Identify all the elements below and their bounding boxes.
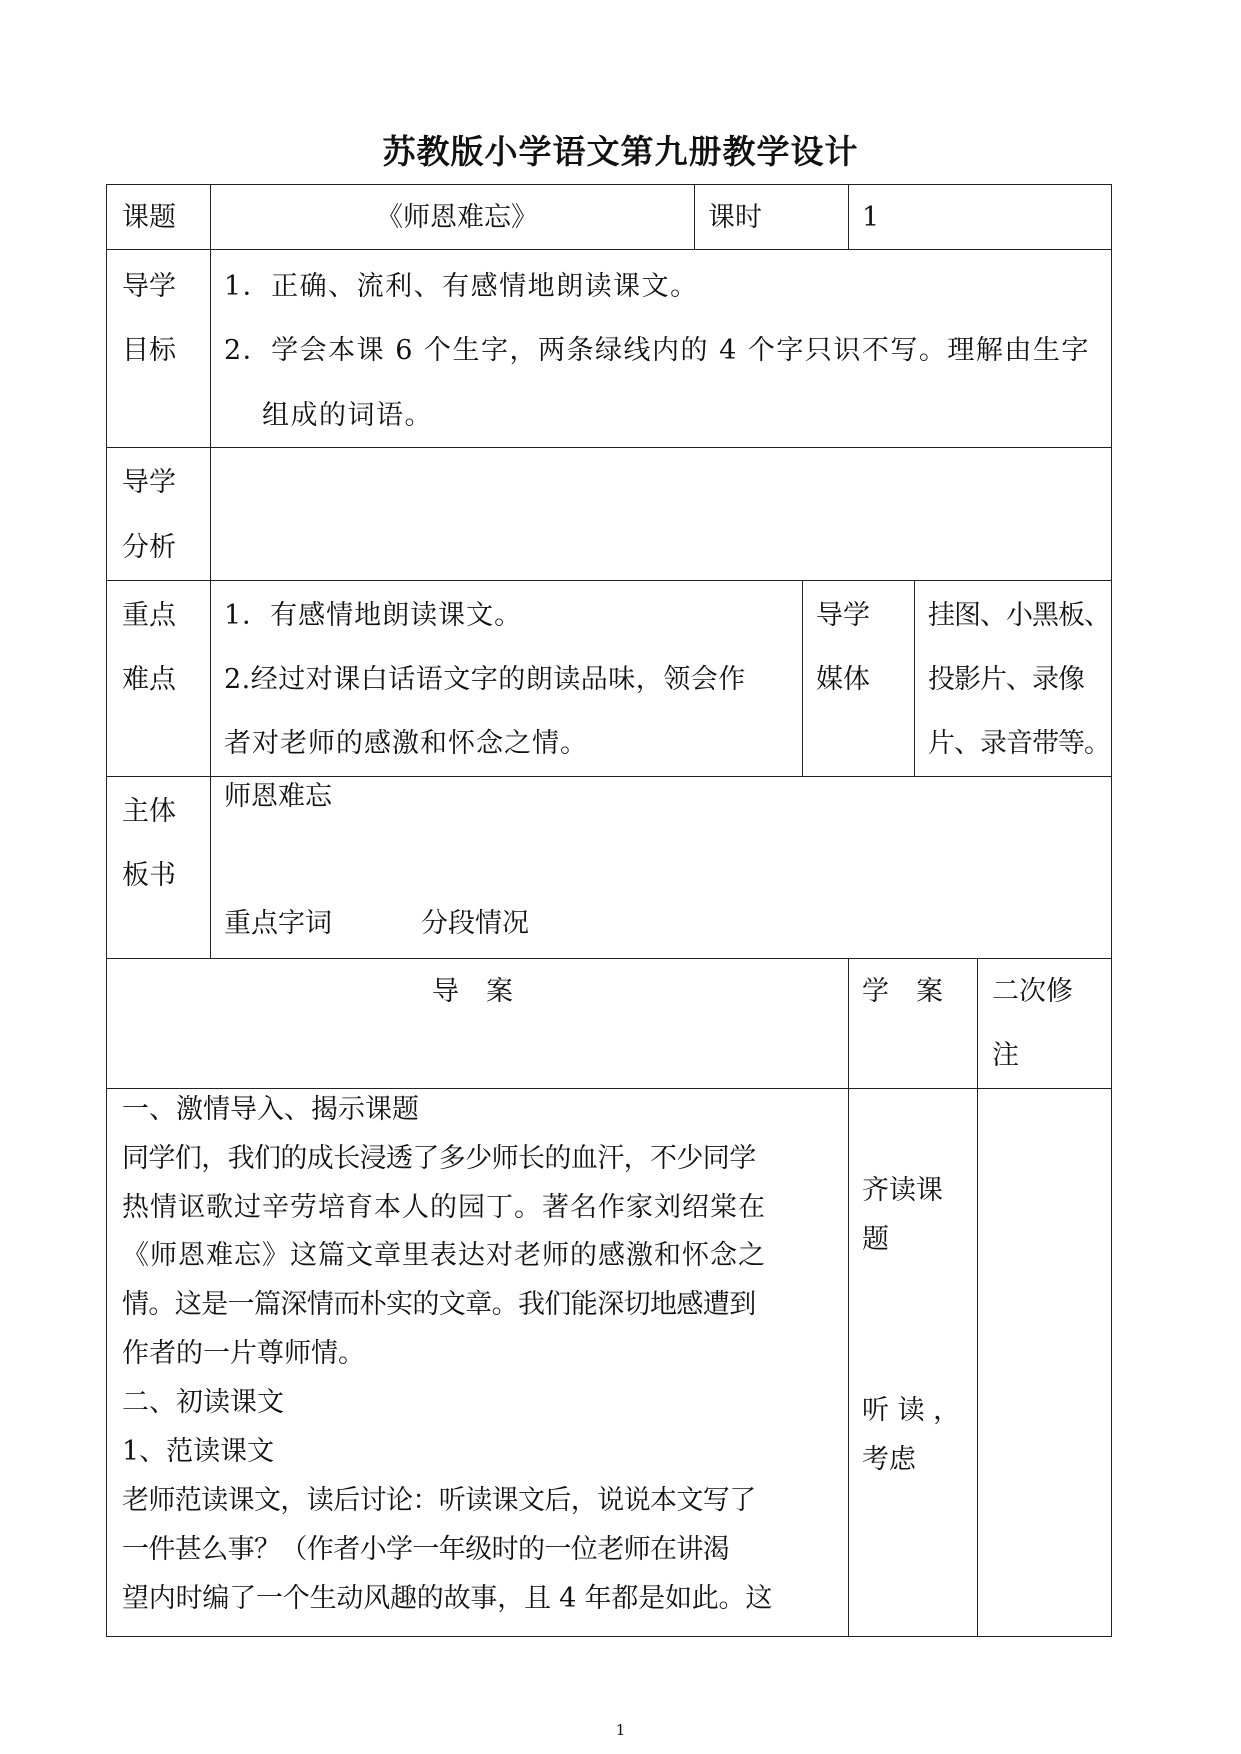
grid-line (106, 184, 107, 1636)
revision-header-1: 二次修 (992, 976, 1073, 1007)
analysis-label-2: 分析 (122, 532, 176, 563)
grid-line (914, 580, 915, 776)
board-label-2: 板书 (122, 860, 176, 891)
grid-line (694, 184, 695, 249)
content-line: 同学们，我们的成长浸透了多少师长的血汗，不少同学 (122, 1143, 756, 1174)
revision-header-2: 注 (992, 1040, 1019, 1071)
goals-label-2: 目标 (122, 335, 176, 366)
grid-line (210, 184, 211, 958)
grid-line (106, 958, 1112, 959)
study-header: 学 案 (862, 976, 943, 1007)
content-line: 一、激情导入、揭示课题 (122, 1094, 419, 1125)
study-note-2-line-1: 听 读 ， (862, 1395, 961, 1426)
grid-line (106, 447, 1112, 448)
grid-line (106, 776, 1112, 777)
board-item-1: 重点字词 (224, 908, 332, 939)
board-item-2: 分段情况 (421, 908, 529, 939)
media-label-1: 导学 (816, 600, 870, 631)
goals-label-1: 导学 (122, 271, 176, 302)
period-label: 课时 (708, 202, 762, 233)
analysis-label-1: 导学 (122, 467, 176, 498)
media-label-2: 媒体 (816, 664, 870, 695)
study-note-1-line-2: 题 (862, 1224, 889, 1255)
key-line-1: 1．有感情地朗读课文。 (224, 600, 523, 631)
key-line-3: 者对老师的感激和怀念之情。 (224, 728, 588, 759)
grid-line (977, 958, 978, 1636)
study-note-2-line-2: 考虑 (862, 1444, 916, 1475)
grid-line (106, 184, 1112, 185)
grid-line (802, 580, 803, 776)
board-label-1: 主体 (122, 796, 176, 827)
grid-line (848, 184, 849, 249)
grid-line (848, 958, 849, 1636)
goals-line-2: 2．学会本课 6 个生字，两条绿线内的 4 个字只识不写。理解由生字 (224, 335, 1090, 366)
grid-line (1111, 184, 1112, 1636)
document-title: 苏教版小学语文第九册教学设计 (382, 132, 859, 171)
content-line: 热情讴歌过辛劳培育本人的园丁。著名作家刘绍棠在 (122, 1192, 766, 1223)
content-line: 二、初读课文 (122, 1387, 284, 1418)
key-label-2: 难点 (122, 664, 176, 695)
content-line: 情。这是一篇深情而朴实的文章。我们能深切地感遭到 (122, 1289, 756, 1320)
content-line: 老师范读课文，读后讨论：听读课文后，说说本文写了 (122, 1485, 756, 1516)
grid-line (106, 249, 1112, 250)
goals-line-3: 组成的词语。 (262, 400, 433, 431)
grid-line (106, 1636, 1112, 1637)
guide-header: 导 案 (432, 976, 513, 1007)
goals-line-1: 1．正确、流利、有感情地朗读课文。 (224, 271, 699, 302)
content-line: 1、范读课文 (122, 1436, 275, 1467)
content-line: 作者的一片尊师情。 (122, 1338, 365, 1369)
board-title: 师恩难忘 (224, 781, 332, 812)
key-label-1: 重点 (122, 600, 176, 631)
content-line: 望内时编了一个生动风趣的故事，且 4 年都是如此。这 (122, 1583, 773, 1614)
study-note-1-line-1: 齐读课 (862, 1175, 943, 1206)
media-line-3: 片、录音带等。 (928, 728, 1110, 759)
media-line-2: 投影片、录像 (928, 664, 1084, 695)
period-value: 1 (862, 202, 880, 233)
media-line-1: 挂图、小黑板、 (928, 600, 1110, 631)
key-line-2: 2.经过对课白话语文字的朗读品味，领会作 (224, 664, 746, 695)
content-line: 《师恩难忘》这篇文章里表达对老师的感激和怀念之 (122, 1240, 766, 1271)
grid-line (106, 1088, 1112, 1089)
grid-line (106, 580, 1112, 581)
page-number: 1 (615, 1721, 626, 1739)
content-line: 一件甚么事？（作者小学一年级时的一位老师在讲渴 (122, 1534, 730, 1565)
topic-label: 课题 (122, 202, 176, 233)
topic-value: 《师恩难忘》 (376, 202, 538, 233)
